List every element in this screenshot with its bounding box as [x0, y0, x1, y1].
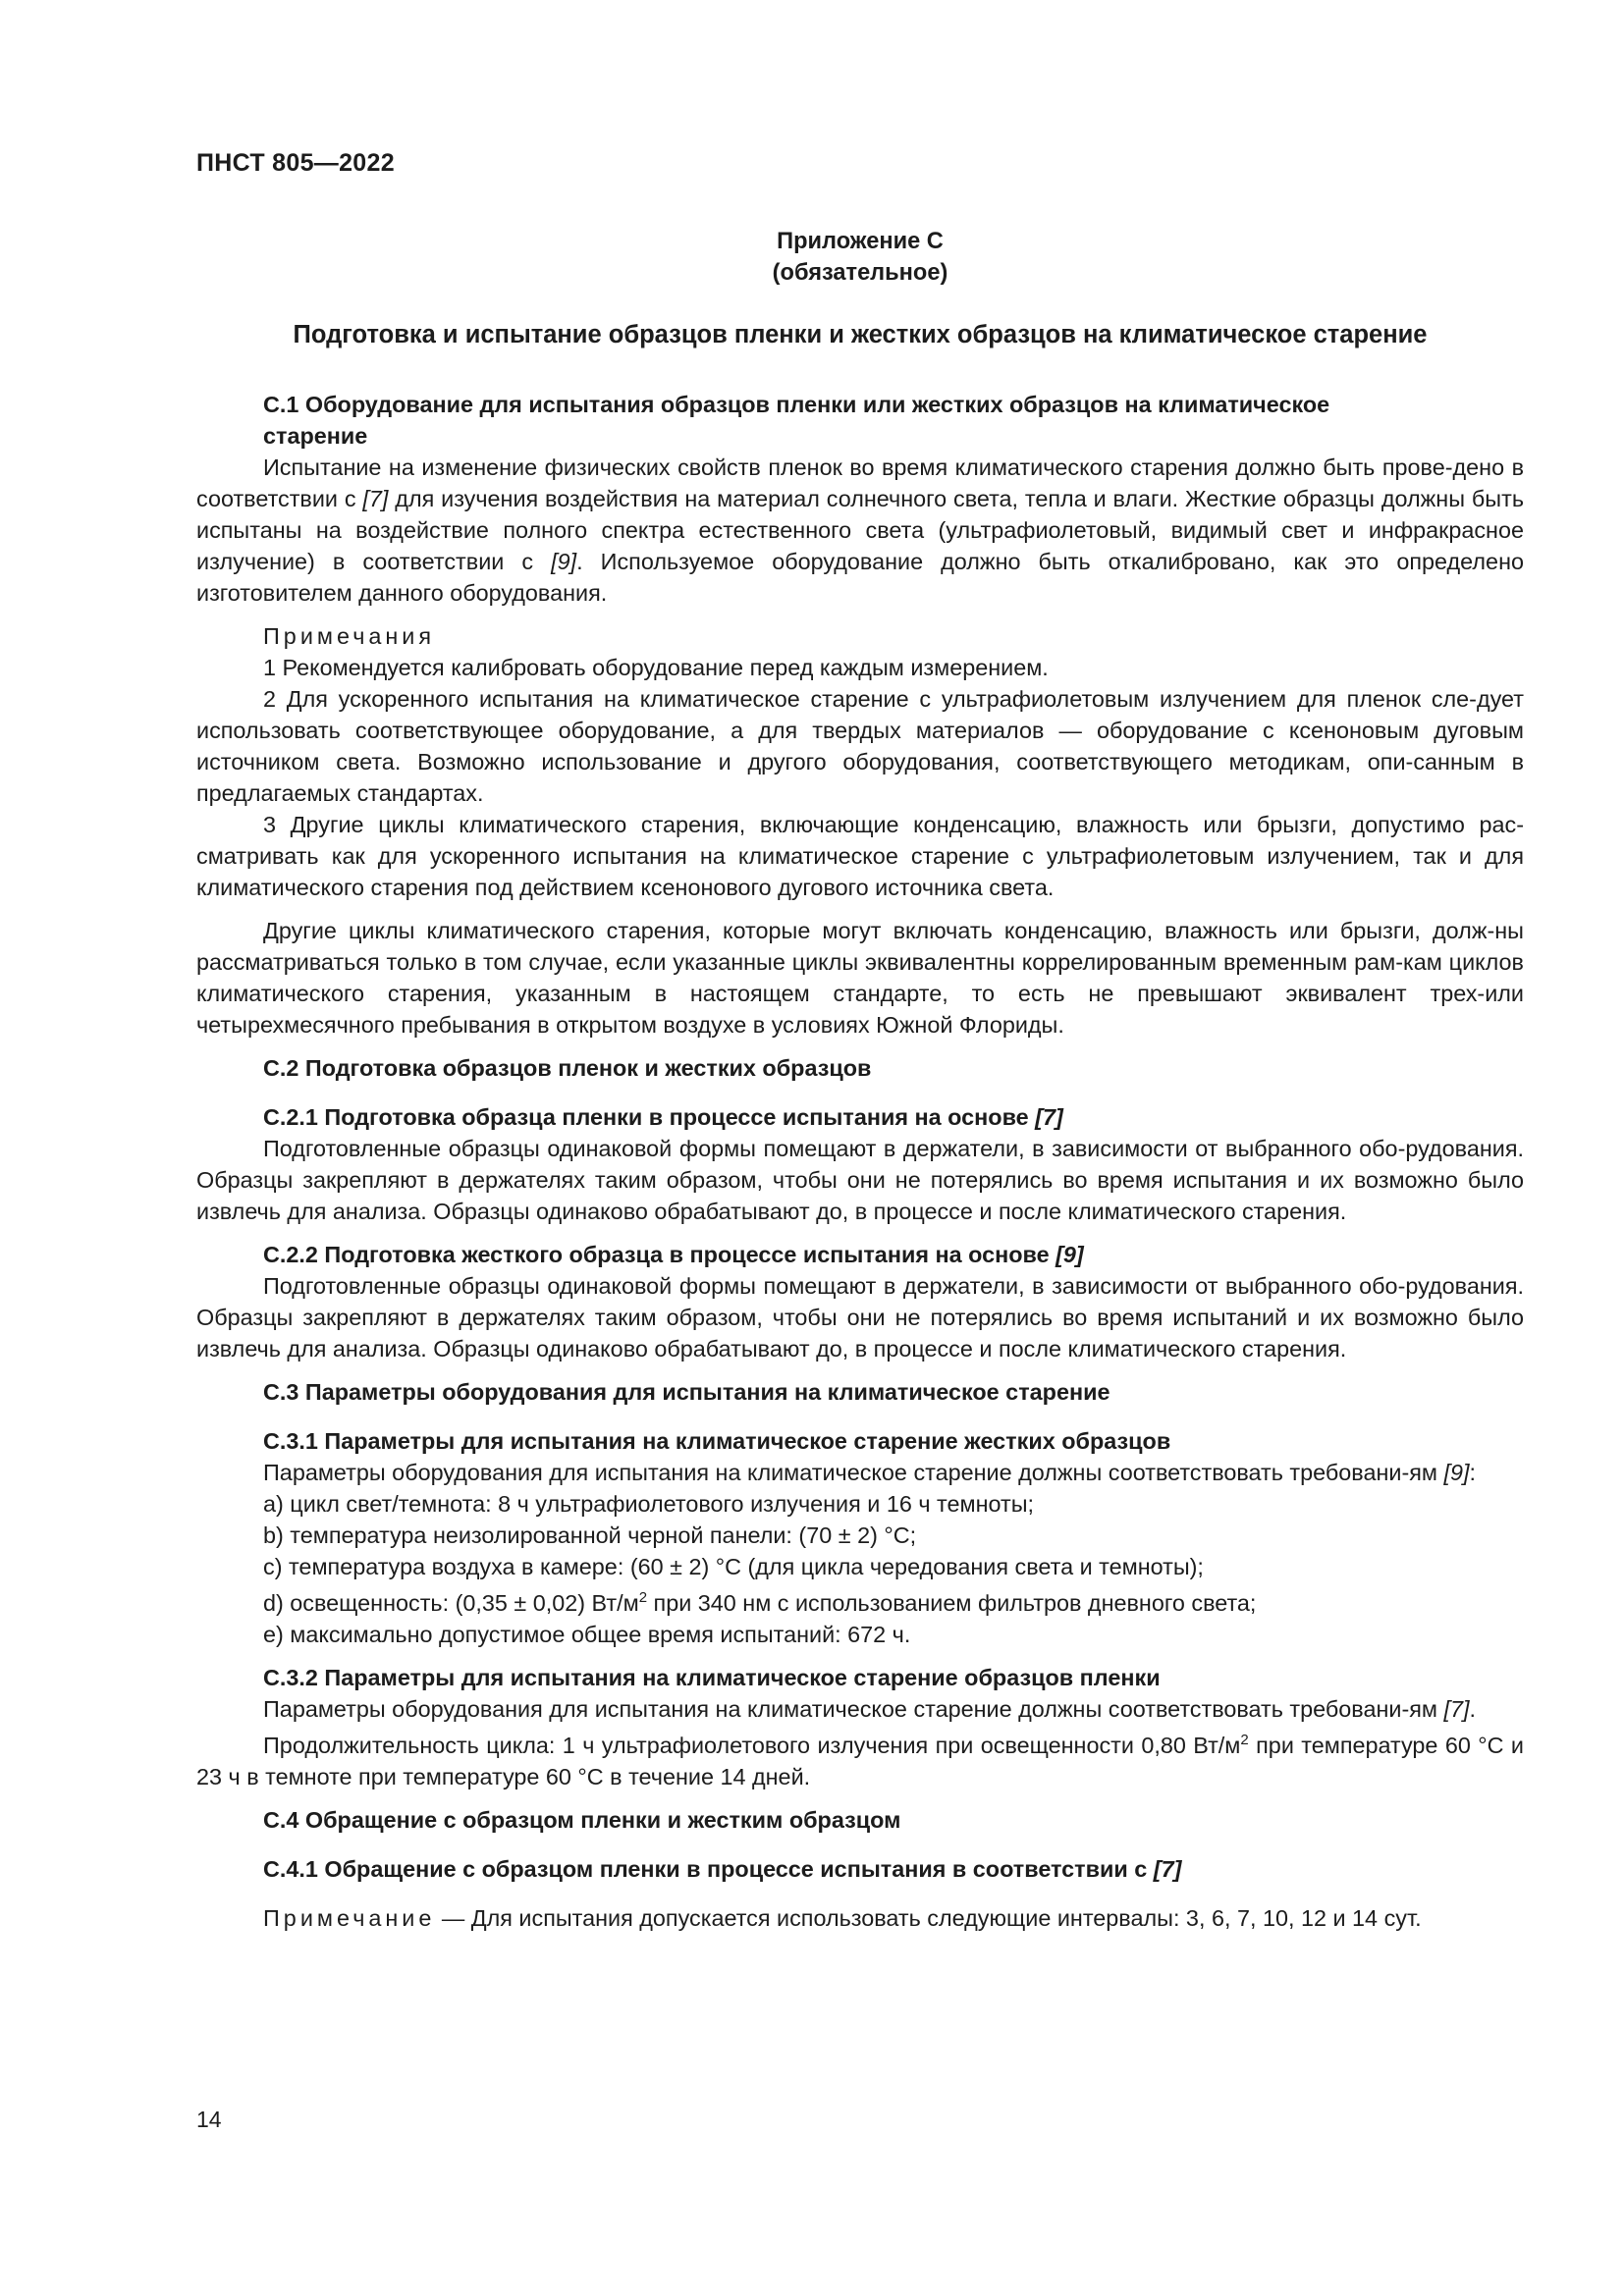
c22-heading: [196, 1239, 1524, 1270]
c1-heading-line1: С.1 Оборудование для испытания образцов пленки или жестких образцов на климатическое: [263, 392, 1330, 417]
c1-paragraph-1: [196, 452, 1524, 609]
c2-heading: С.2 Подготовка образцов пленок и жестких образцов: [263, 1055, 872, 1081]
c41-heading-text: С.4.1 Обращение с образцом пленки в процессе испытания в соответствии с: [263, 1855, 1154, 1882]
c41-reference: [7]: [1153, 1855, 1182, 1882]
c41-note: [196, 1902, 1524, 1934]
c31-paragraph: [196, 1457, 1524, 1488]
c1-notes: [196, 620, 1524, 903]
section-c3: [196, 1376, 1524, 1792]
c22-paragraph: Подготовленные образцы одинаковой формы помещают в держатели, в зависимости от выбранного обо-рудования. Образцы закрепляют в держателях таким образом, чтобы они не потерялись во время испытаний и их возможно было извлечь для анализа. Образцы одинаково обрабатывают до, в процессе и после климатического старения.: [196, 1273, 1524, 1362]
annex-title: Приложение С: [777, 229, 944, 254]
reference-9: [9]: [551, 549, 577, 574]
c41-note-label: Примечание: [263, 1904, 436, 1931]
list-d-text-b: при 340 нм с использованием фильтров дневного света;: [647, 1589, 1257, 1616]
c22-reference: [9]: [1056, 1242, 1084, 1267]
notes-heading: Примечания: [263, 623, 436, 649]
note-3: 3 Другие циклы климатического старения, включающие конденсацию, влажность или брызги, допустимо рас-сматривать как для ускоренного испытания на климатическое старение с ультрафиолетовым излучением, так и для климатического старения под действием ксенонового дугового источника света.: [196, 812, 1524, 900]
list-item-d: [196, 1582, 1524, 1619]
annex-status: (обязательное): [772, 260, 948, 286]
c1-p1-part-b: для изучения воздействия на материал солнечного света, тепла и влаги. Жесткие образцы должны быть испытаны на воздействие полного спектра естественного света (ультрафиолетовый, видимый свет и инфракрасное излучение) в соответствии с: [196, 486, 1525, 574]
c4-heading: С.4 Обращение с образцом пленки и жестким образцом: [263, 1806, 901, 1833]
list-item-a: a) цикл свет/темнота: 8 ч ультрафиолетового излучения и 16 ч темноты;: [263, 1491, 1035, 1517]
cycle-text-a: Продолжительность цикла: 1 ч ультрафиолетового излучения при освещенности 0,80 Вт/м: [263, 1732, 1241, 1758]
page-content: [196, 226, 1524, 1934]
c21-reference: [7]: [1035, 1104, 1063, 1130]
c21-heading-text: С.2.1 Подготовка образца пленки в процессе испытания на основе: [263, 1104, 1036, 1130]
section-c2: [196, 1052, 1524, 1364]
list-item-c: c) температура воздуха в камере: (60 ± 2) °С (для цикла чередования света и темноты);: [263, 1554, 1204, 1579]
c41-note-text: — Для испытания допускается использовать следующие интервалы: 3, 6, 7, 10, 12 и 14 сут.: [435, 1904, 1422, 1931]
page-number: 14: [196, 2107, 222, 2132]
note-1: 1 Рекомендуется калибровать оборудование перед каждым измерением.: [263, 655, 1049, 680]
c21-paragraph: Подготовленные образцы одинаковой формы помещают в держатели, в зависимости от выбранного обо-рудования. Образцы закрепляют в держателях таким образом, чтобы они не потерялись во время испытания и их возможно было извлечь для анализа. Образцы одинаково обрабатывают до, в процессе и после климатического старения.: [196, 1136, 1524, 1224]
c1-paragraph-2: Другие циклы климатического старения, которые могут включать конденсацию, влажность или брызги, долж-ны рассматриваться только в том случае, если указанные циклы эквивалентны коррелированным временным рам-кам циклов климатического старения, указанным в настоящем стандарте, то есть не превышают эквивалент трех-или четырехмесячного пребывания в открытом воздухе в условиях Южной Флориды.: [196, 918, 1524, 1038]
cycle-superscript: 2: [1240, 1731, 1249, 1748]
standard-code: ПНСТ 805—2022: [196, 149, 395, 177]
list-d-superscript: 2: [638, 1589, 648, 1606]
c32-heading: С.3.2 Параметры для испытания на климатическое старение образцов пленки: [263, 1664, 1161, 1690]
c32-reference: [7]: [1443, 1695, 1470, 1722]
c22-heading-text: С.2.2 Подготовка жесткого образца в процессе испытания на основе: [263, 1242, 1056, 1267]
main-title: Подготовка и испытание образцов пленки и жестких образцов на климатическое старение: [293, 321, 1428, 348]
note-2: 2 Для ускоренного испытания на климатическое старение с ультрафиолетовым излучением для пленок сле-дует использовать соответствующее оборудование, а для твердых материалов — оборудование с ксеноновым дуговым источником света. Возможно использование и другого оборудования, соответствующего методикам, опи-санным в предлагаемых стандартах.: [196, 686, 1524, 806]
cycle-paragraph: [196, 1725, 1524, 1792]
list-item-b: b) температура неизолированной черной панели: (70 ± 2) °С;: [263, 1522, 917, 1548]
section-c1: [196, 389, 1524, 1041]
c31-reference: [9]: [1443, 1460, 1470, 1485]
section-c4: [196, 1804, 1524, 1934]
c41-heading: [196, 1853, 1524, 1885]
c32-text-a: Параметры оборудования для испытания на климатическое старение должны соответствовать требовани-ям: [263, 1695, 1444, 1722]
c32-paragraph: [196, 1693, 1524, 1725]
c31-text-a: Параметры оборудования для испытания на климатическое старение должны соответствовать требовани-ям: [263, 1460, 1444, 1485]
c21-heading: [196, 1101, 1524, 1133]
reference-7: [7]: [362, 486, 389, 511]
c3-heading: С.3 Параметры оборудования для испытания на климатическое старение: [263, 1379, 1110, 1405]
c32-text-b: .: [1469, 1695, 1477, 1722]
list-d-text-a: d) освещенность: (0,35 ± 0,02) Вт/м: [263, 1589, 639, 1616]
c31-heading: С.3.1 Параметры для испытания на климатическое старение жестких образцов: [263, 1428, 1171, 1454]
c31-text-b: :: [1469, 1460, 1477, 1485]
c1-heading-line2: старение: [263, 423, 368, 449]
list-item-e: e) максимально допустимое общее время испытаний: 672 ч.: [263, 1621, 911, 1647]
c1-p1-part-a: Испытание на изменение физических свойств пленок во время климатического старения должно быть прове-дено в соответствии с: [196, 454, 1524, 511]
cycle-text-b: при температуре 60 °С и 23 ч в темноте при температуре 60 °С в течение 14 дней.: [196, 1732, 1524, 1789]
c1-p1-part-c: . Используемое оборудование должно быть откалибровано, как это определено изготовителем данного оборудования.: [196, 549, 1524, 606]
